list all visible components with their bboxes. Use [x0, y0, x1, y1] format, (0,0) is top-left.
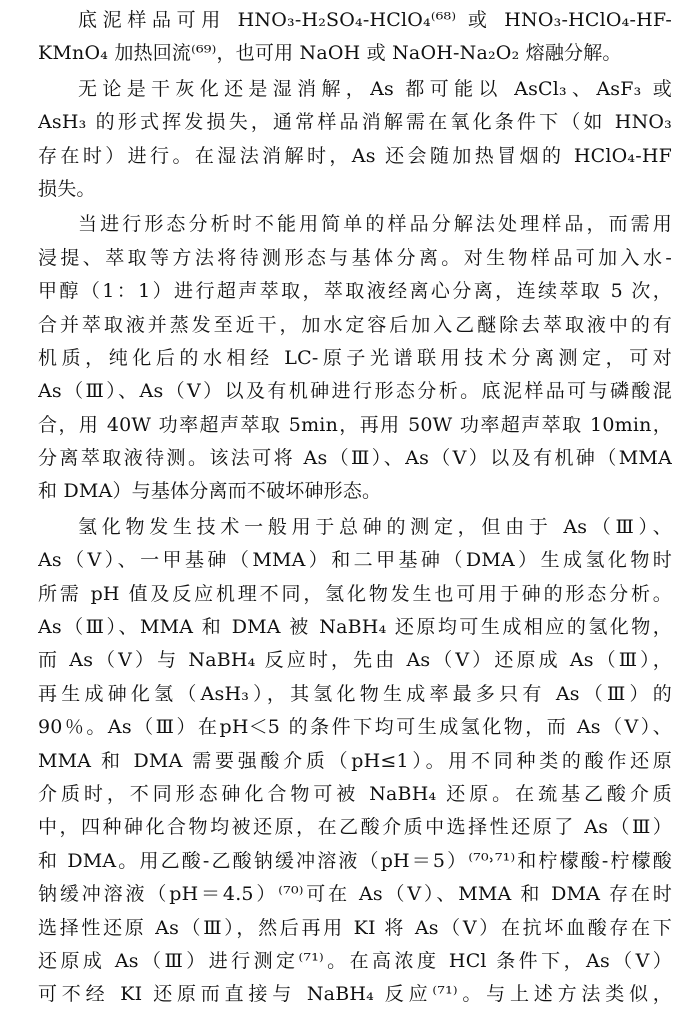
text-line: 氢化物发生技术一般用于总砷的测定，但由于 As（Ⅲ）、 — [78, 515, 672, 538]
text-line: 分离萃取液待测。该法可将 As（Ⅲ）、As（Ⅴ）以及有机砷（MMA — [38, 447, 672, 470]
text-line: 和 DMA。用乙酸-乙酸钠缓冲溶液（pH＝5）⁽⁷⁰˒⁷¹⁾和柠檬酸-柠檬酸 — [38, 849, 672, 872]
text-line: 和 DMA）与基体分离而不破坏砷形态。 — [38, 480, 382, 503]
text-line: As（Ⅲ）、As（Ⅴ）以及有机砷进行形态分析。底泥样品可与磷酸混 — [38, 380, 672, 403]
text-line: AsH₃ 的形式挥发损失，通常样品消解需在氧化条件下（如 HNO₃ — [38, 111, 672, 134]
text-line: 再生成砷化氢（AsH₃），其氢化物生成率最多只有 As（Ⅲ）的 — [38, 682, 672, 705]
text-line: 介质时，不同形态砷化合物可被 NaBH₄ 还原。在巯基乙酸介质 — [38, 782, 672, 805]
text-line: 可不经 KI 还原而直接与 NaBH₄ 反应⁽⁷¹⁾。与上述方法类似， — [38, 983, 672, 1006]
paragraph-sediment-digestion — [38, 4, 672, 71]
text-line: 所需 pH 值及反应机理不同，氢化物发生也可用于砷的形态分析。 — [38, 582, 672, 605]
text-line: 合并萃取液并蒸发至近干，加水定容后加入乙醚除去萃取液中的有 — [38, 313, 672, 336]
text-line: 90％。As（Ⅲ）在pH＜5 的条件下均可生成氢化物，而 As（Ⅴ）、 — [38, 716, 672, 739]
text-line: As（Ⅲ）、MMA 和 DMA 被 NaBH₄ 还原均可生成相应的氢化物， — [38, 616, 672, 639]
text-line: 底泥样品可用 HNO₃-H₂SO₄-HClO₄⁽⁶⁸⁾ 或 HNO₃-HClO₄-HF- — [78, 9, 672, 31]
text-line: 浸提、萃取等方法将待测形态与基体分离。对生物样品可加入水- — [38, 246, 672, 269]
text-line: 选择性还原 As（Ⅲ），然后再用 KI 将 As（Ⅴ）在抗坏血酸存在下 — [38, 916, 672, 939]
text-line: KMnO₄ 加热回流⁽⁶⁹⁾，也可用 NaOH 或 NaOH-Na₂O₂ 熔融分解。 — [38, 42, 622, 65]
text-line: 中，四种砷化合物均被还原，在乙酸介质中选择性还原了 As（Ⅲ） — [38, 816, 672, 839]
text-line: 机质，纯化后的水相经 LC-原子光谱联用技术分离测定，可对 — [38, 346, 672, 369]
document-page — [38, 4, 672, 1014]
text-line: 还原成 As（Ⅲ）进行测定⁽⁷¹⁾。在高浓度 HCl 条件下，As（Ⅴ） — [38, 949, 672, 972]
paragraph-speciation-extraction — [38, 208, 672, 509]
text-line: MMA 和 DMA 需要强酸介质（pH≤1）。用不同种类的酸作还原 — [38, 749, 672, 772]
text-line: 而 As（Ⅴ）与 NaBH₄ 反应时，先由 As（Ⅴ）还原成 As（Ⅲ）， — [38, 649, 672, 672]
text-line: 钠缓冲溶液（pH＝4.5）⁽⁷⁰⁾可在 As（Ⅴ）、MMA 和 DMA 存在时 — [38, 883, 672, 906]
text-line: 损失。 — [38, 177, 96, 200]
text-line: As（Ⅴ）、一甲基砷（MMA）和二甲基砷（DMA）生成氢化物时 — [38, 549, 672, 572]
text-line: 无论是干灰化还是湿消解，As 都可能以 AsCl₃、AsF₃ 或 — [78, 77, 672, 100]
paragraph-hydride-generation — [38, 511, 672, 1012]
text-line: 合，用 40W 功率超声萃取 5min，再用 50W 功率超声萃取 10min， — [38, 413, 672, 436]
text-line: 当进行形态分析时不能用简单的样品分解法处理样品，而需用 — [78, 213, 672, 236]
text-line: 存在时）进行。在湿法消解时，As 还会随加热冒烟的 HClO₄-HF — [38, 144, 672, 167]
paragraph-volatilization-loss — [38, 73, 672, 207]
text-line: 甲醇（1：1）进行超声萃取，萃取液经离心分离，连续萃取 5 次， — [38, 280, 672, 303]
